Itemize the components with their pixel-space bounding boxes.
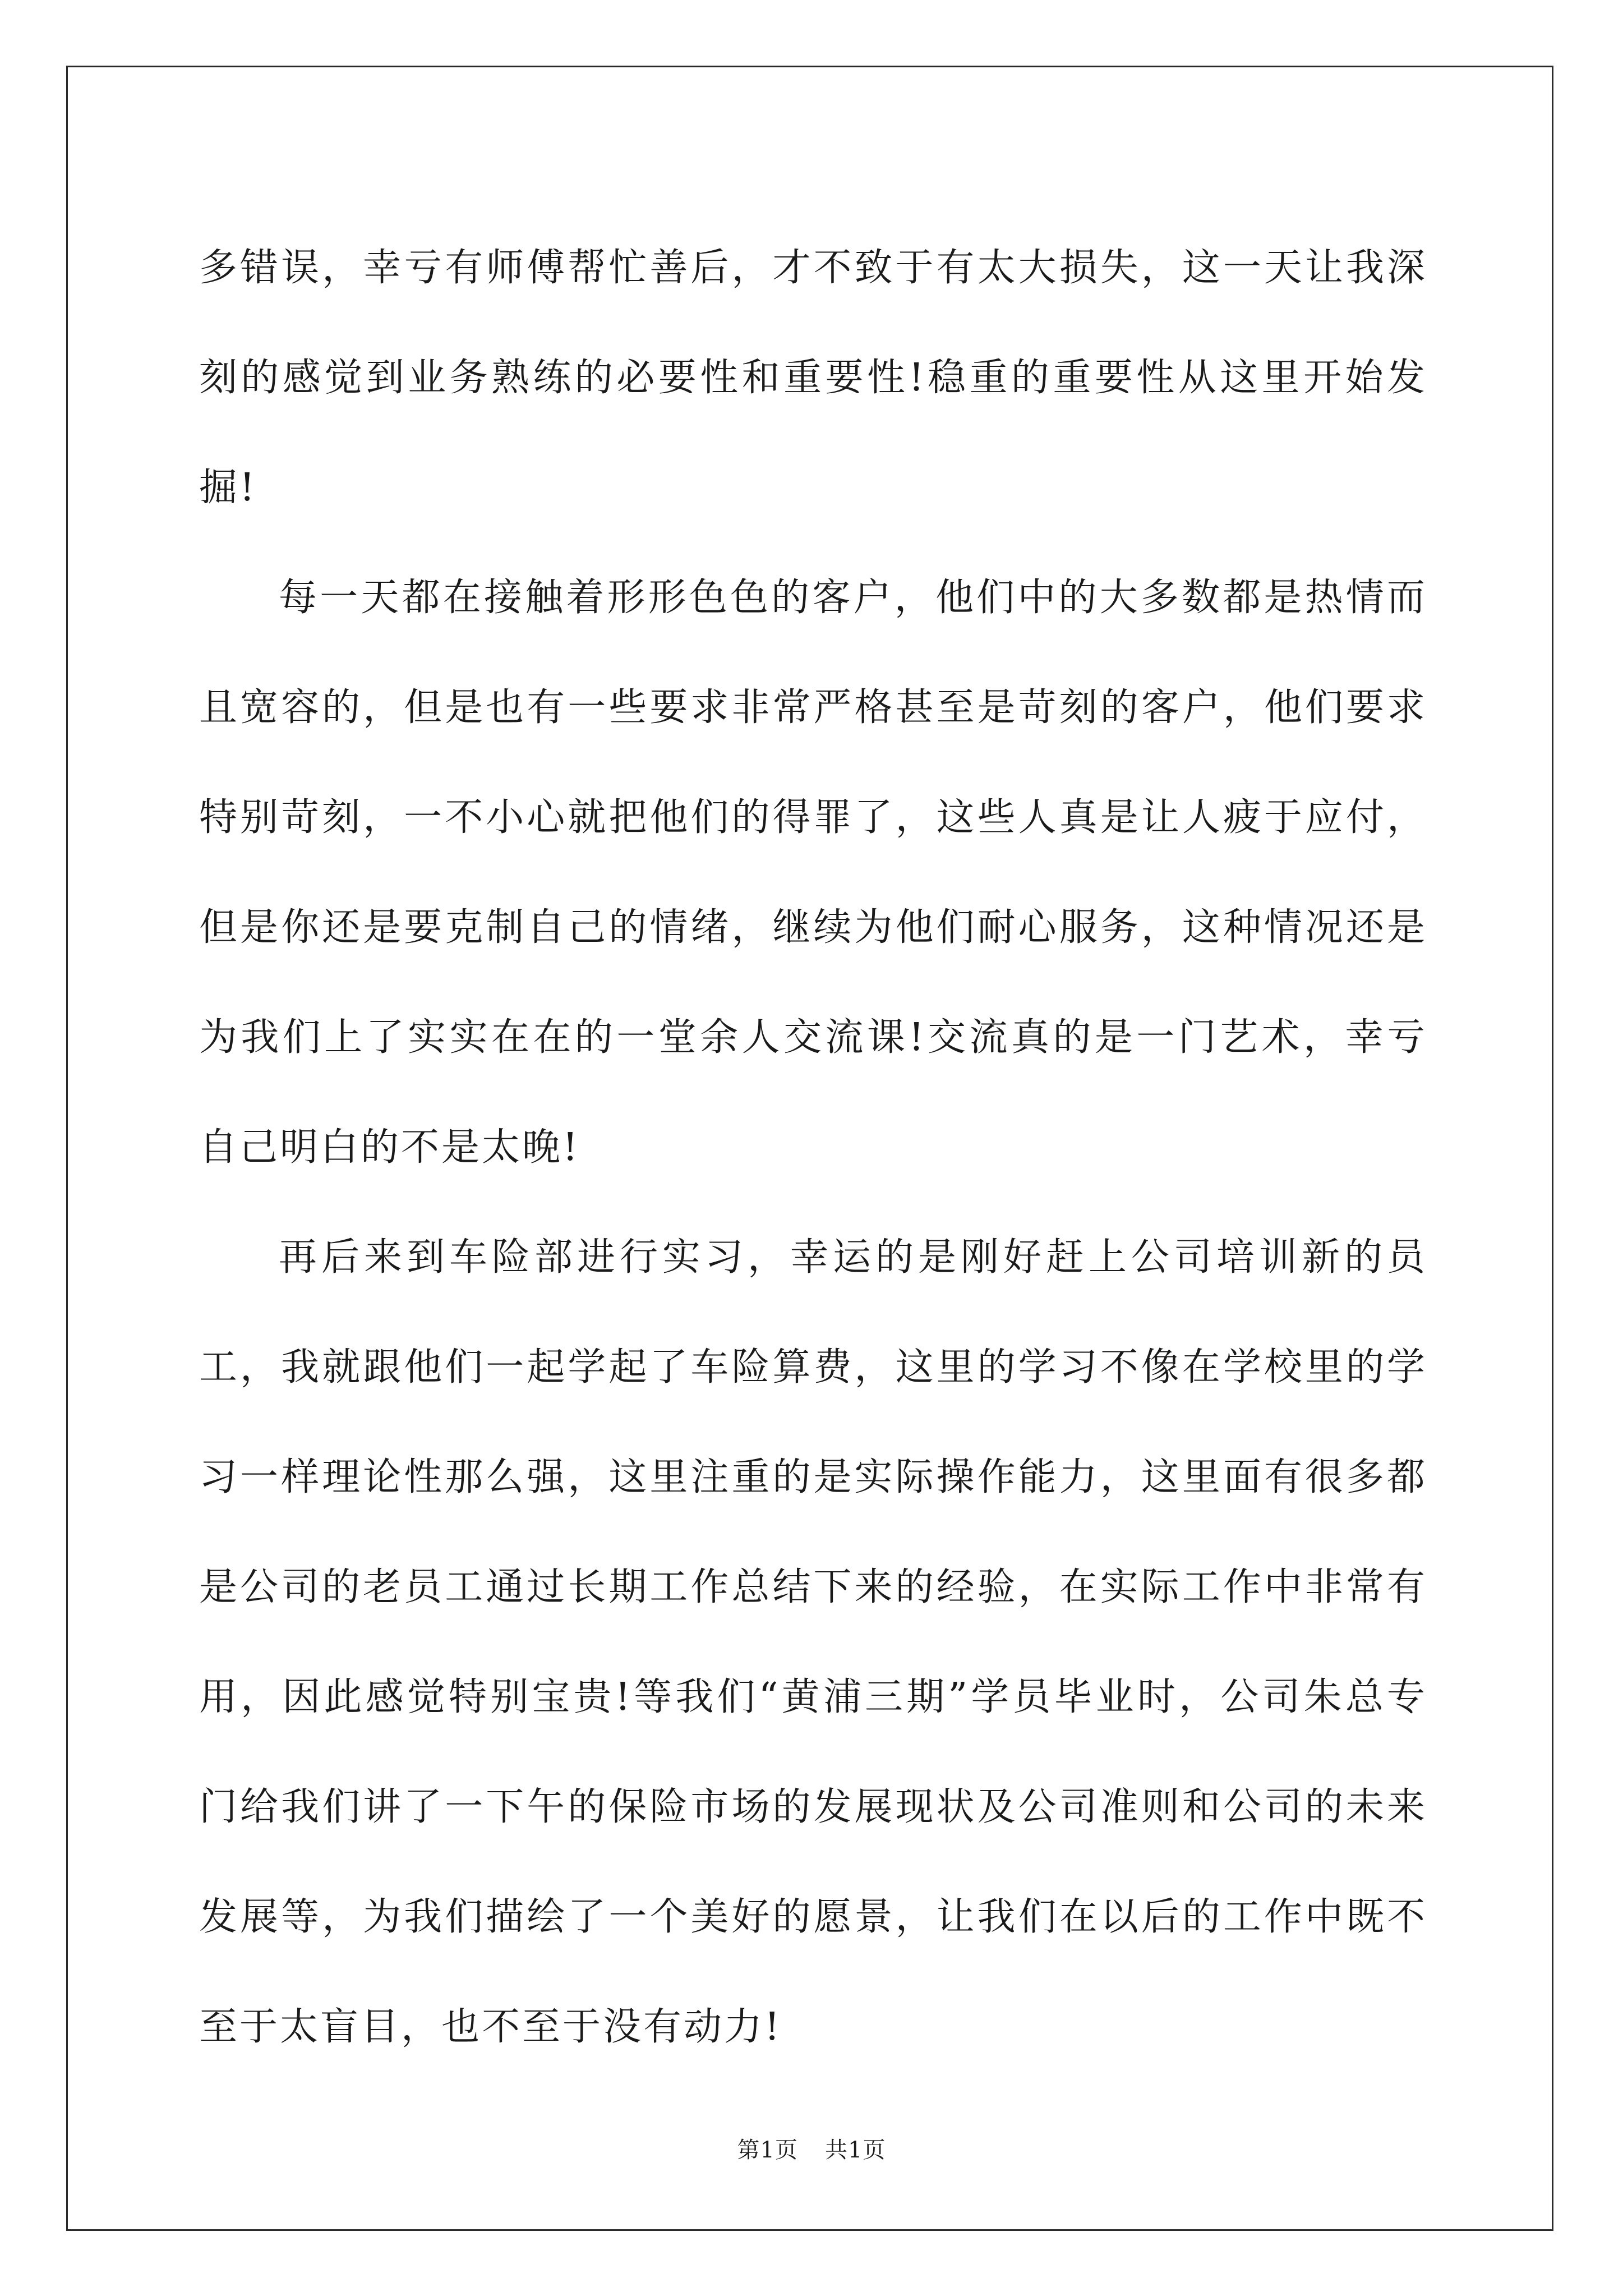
paragraph-car-insurance: 再后来到车险部进行实习，幸运的是刚好赶上公司培训新的员工，我就跟他们一起学起了车险算费，这里的学习不像在学校里的学习一样理论性那么强，这里注重的是实际操作能力，这里面有很多都是公司的老员工通过长期工作总结下来的经验，在实际工作中非常有用，因此感觉特别宝贵!等我们“黄浦三期”学员毕业时，公司朱总专门给我们讲了一下午的保险市场的发展现状及公司准则和公司的未来发展等，为我们描绘了一个美好的愿景，让我们在以后的工作中既不至于太盲目，也不至于没有动力! <box>199 1235 1427 2049</box>
document-body <box>199 213 1427 2082</box>
total-pages: 共1页 <box>825 2137 886 2163</box>
page-footer <box>0 2136 1623 2164</box>
paragraph-customers: 每一天都在接触着形形色色的客户，他们中的大多数都是热情而且宽容的，但是也有一些要求非常严格甚至是苛刻的客户，他们要求特别苛刻，一不小心就把他们的得罪了，这些人真是让人疲于应付，但是你还是要克制自己的情绪，继续为他们耐心服务，这种情况还是为我们上了实实在在的一堂余人交流课!交流真的是一门艺术，幸亏自己明白的不是太晚! <box>199 576 1427 1170</box>
paragraph-continuation: 多错误，幸亏有师傅帮忙善后，才不致于有太大损失，这一天让我深刻的感觉到业务熟练的必要性和重要性!稳重的重要性从这里开始发掘! <box>199 246 1427 510</box>
page-number: 第1页 <box>737 2137 798 2163</box>
